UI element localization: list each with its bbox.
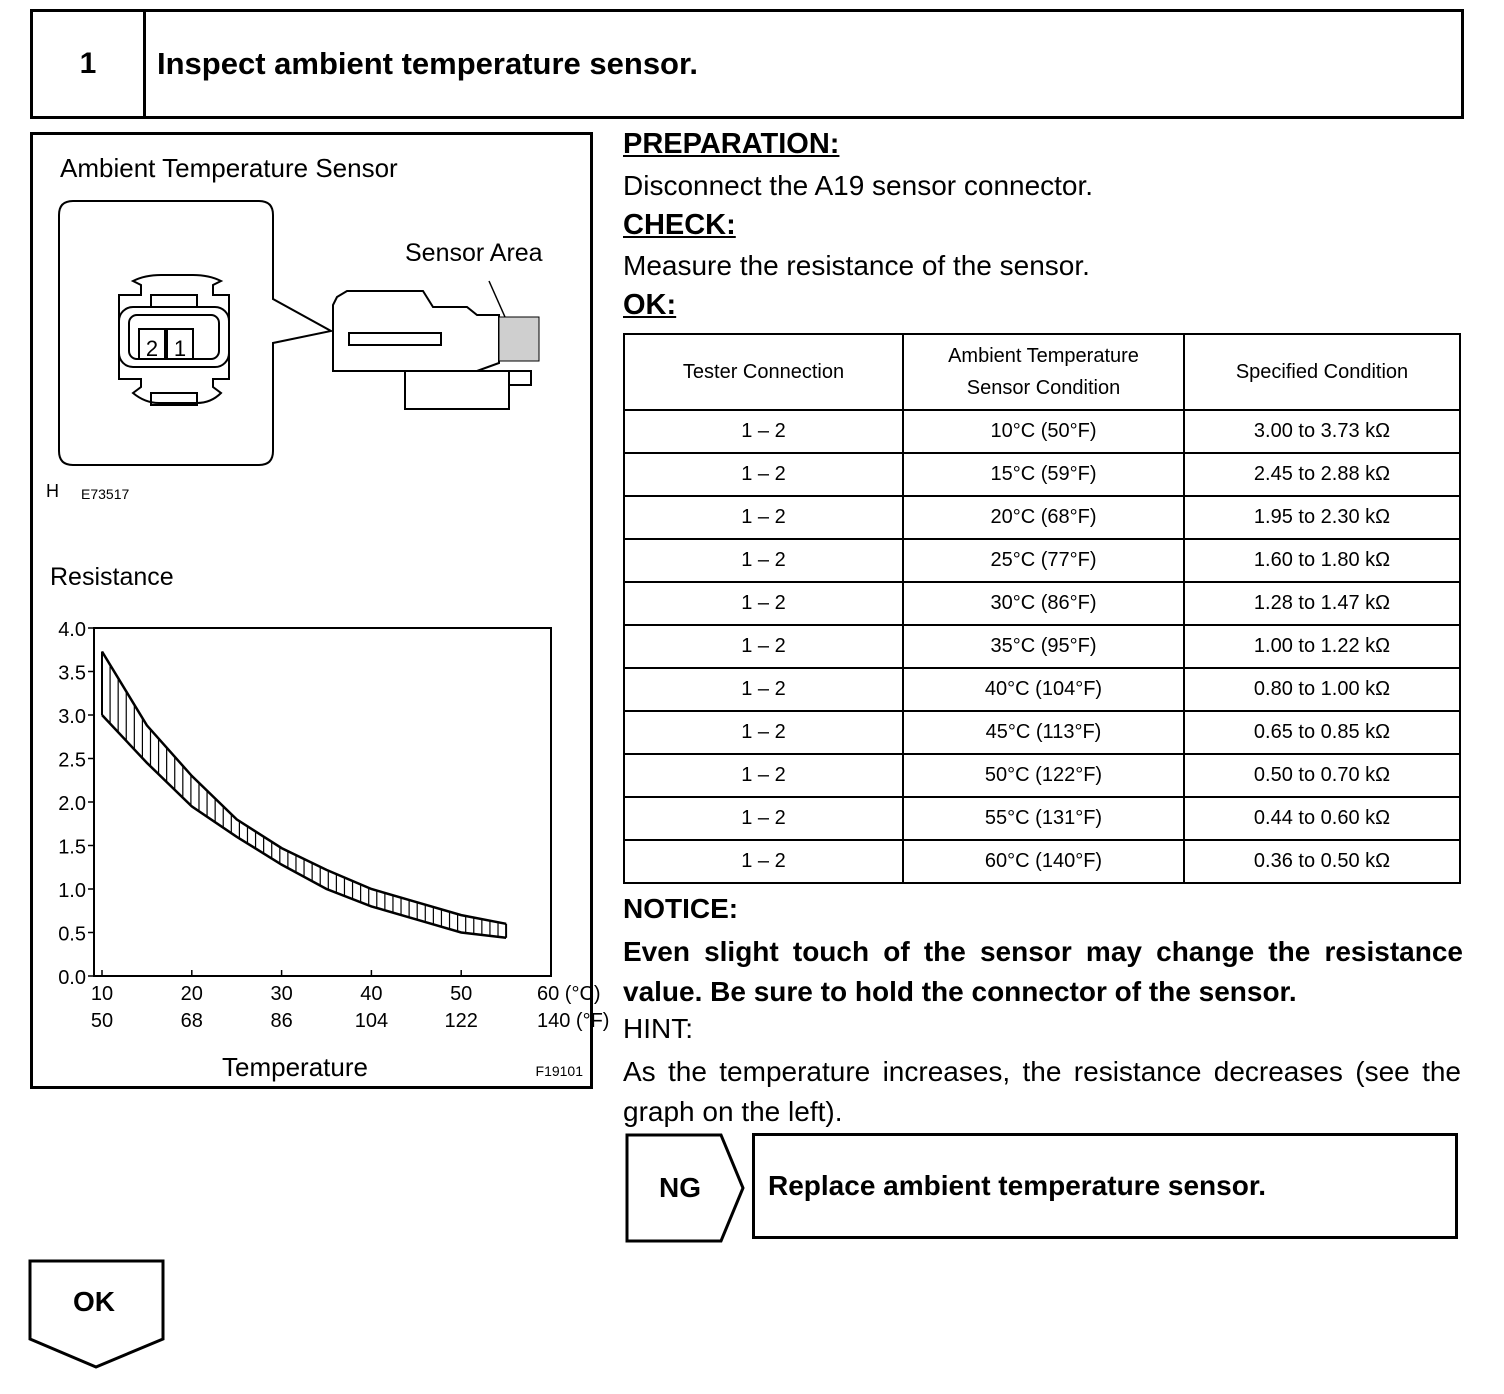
ok-branch: [28, 1259, 166, 1371]
y-tick-label: 3.0: [58, 706, 86, 728]
y-tick-label: 4.0: [58, 619, 86, 641]
chart-marks: [58, 619, 609, 1032]
hint-text: As the temperature increases, the resistance decreases (see the graph on the left).: [623, 1056, 1461, 1127]
table-row: [624, 496, 1460, 539]
table-row: [624, 453, 1460, 496]
cell-sensor-condition: 50°C (122°F): [903, 754, 1184, 797]
step-title: Inspect ambient temperature sensor.: [157, 46, 698, 81]
cell-specified-condition: 0.36 to 0.50 kΩ: [1184, 840, 1460, 883]
hint-label: HINT:: [623, 1013, 693, 1044]
cell-specified-condition: 0.65 to 0.85 kΩ: [1184, 711, 1460, 754]
cell-tester-connection: 1 – 2: [624, 754, 903, 797]
cell-specified-condition: 1.00 to 1.22 kΩ: [1184, 625, 1460, 668]
y-tick-label: 0.0: [58, 967, 86, 989]
connector-figure-code: E73517: [81, 486, 130, 502]
cell-sensor-condition: 60°C (140°F): [903, 840, 1184, 883]
x-tick-label-fahrenheit: 122: [444, 1010, 478, 1032]
pin-label-2: 2: [145, 336, 159, 361]
ok-criteria-label: OK:: [623, 289, 677, 321]
table-body: [624, 410, 1460, 883]
notice-label: NOTICE:: [623, 893, 739, 924]
cell-tester-connection: 1 – 2: [624, 582, 903, 625]
preparation-label: PREPARATION:: [623, 128, 840, 160]
x-tick-label-fahrenheit: 86: [270, 1010, 293, 1032]
cell-tester-connection: 1 – 2: [624, 840, 903, 883]
figure-panel: [30, 132, 610, 1089]
x-axis-label: Temperature: [222, 1052, 368, 1082]
cell-sensor-condition: 15°C (59°F): [903, 453, 1184, 496]
x-tick-label-celsius: 10: [90, 983, 114, 1005]
x-tick-label-celsius: 30: [270, 983, 293, 1005]
step-number: 1: [33, 12, 146, 116]
chart-title: Resistance: [50, 563, 174, 591]
ng-branch: [625, 1133, 745, 1243]
cell-tester-connection: 1 – 2: [624, 797, 903, 840]
cell-specified-condition: 0.80 to 1.00 kΩ: [1184, 668, 1460, 711]
ng-action-text: Replace ambient temperature sensor.: [768, 1170, 1266, 1201]
cell-sensor-condition: 25°C (77°F): [903, 539, 1184, 582]
resistance-chart: [50, 563, 609, 1082]
x-tick-label-fahrenheit: 68: [180, 1010, 203, 1032]
table-header-row: [624, 334, 1460, 410]
x-tick-label-celsius: 60 (°C): [537, 983, 601, 1005]
specification-table: [623, 333, 1461, 884]
ng-label: NG: [659, 1172, 701, 1203]
pin-label-1: 1: [173, 336, 187, 361]
table-row: [624, 625, 1460, 668]
table-row: [624, 797, 1460, 840]
y-tick-label: 1.0: [58, 880, 86, 902]
cell-sensor-condition: 10°C (50°F): [903, 410, 1184, 453]
cell-specified-condition: 0.50 to 0.70 kΩ: [1184, 754, 1460, 797]
x-tick-label-celsius: 50: [450, 983, 473, 1005]
sensor-side-view: [333, 281, 539, 409]
cell-sensor-condition: 40°C (104°F): [903, 668, 1184, 711]
ng-arrow-shape: [625, 1133, 745, 1243]
table-row: [624, 711, 1460, 754]
cell-sensor-condition: 35°C (95°F): [903, 625, 1184, 668]
cell-sensor-condition: 45°C (113°F): [903, 711, 1184, 754]
header-tester-connection: Tester Connection: [624, 334, 903, 410]
figure-code-prefix: H: [46, 481, 59, 501]
cell-tester-connection: 1 – 2: [624, 625, 903, 668]
cell-specified-condition: 2.45 to 2.88 kΩ: [1184, 453, 1460, 496]
cell-tester-connection: 1 – 2: [624, 539, 903, 582]
graph-figure-code: F19101: [535, 1063, 583, 1079]
table-row: [624, 539, 1460, 582]
cell-tester-connection: 1 – 2: [624, 711, 903, 754]
check-label: CHECK:: [623, 209, 736, 241]
table-row: [624, 840, 1460, 883]
cell-tester-connection: 1 – 2: [624, 496, 903, 539]
connector-illustration: [46, 201, 543, 502]
cell-sensor-condition: 55°C (131°F): [903, 797, 1184, 840]
cell-tester-connection: 1 – 2: [624, 453, 903, 496]
x-tick-label-fahrenheit: 50: [90, 1010, 114, 1032]
table-row: [624, 582, 1460, 625]
y-tick-label: 3.5: [58, 662, 86, 685]
lower-limit-curve: [102, 715, 506, 938]
cell-specified-condition: 3.00 to 3.73 kΩ: [1184, 410, 1460, 453]
preparation-text: Disconnect the A19 sensor connector.: [623, 170, 1094, 201]
cell-tester-connection: 1 – 2: [624, 410, 903, 453]
x-tick-label-fahrenheit: 140 (°F): [537, 1010, 610, 1032]
x-tick-label-fahrenheit: 104: [354, 1010, 389, 1032]
y-tick-label: 1.5: [58, 836, 86, 859]
x-tick-label-celsius: 20: [180, 983, 203, 1005]
table-row: [624, 754, 1460, 797]
header-sensor-condition: Ambient Temperature Sensor Condition: [903, 334, 1184, 410]
ng-action-box: [752, 1133, 1458, 1239]
connector-title: Ambient Temperature Sensor: [60, 153, 398, 183]
ok-arrow-shape: [28, 1259, 166, 1371]
step-header: [30, 9, 1464, 119]
cell-specified-condition: 1.28 to 1.47 kΩ: [1184, 582, 1460, 625]
cell-specified-condition: 1.95 to 2.30 kΩ: [1184, 496, 1460, 539]
table-row: [624, 668, 1460, 711]
y-tick-label: 2.5: [58, 749, 86, 772]
cell-specified-condition: 1.60 to 1.80 kΩ: [1184, 539, 1460, 582]
figure-canvas: [33, 135, 610, 1086]
upper-limit-curve: [102, 651, 506, 923]
y-tick-label: 0.5: [58, 923, 86, 946]
notice-text: Even slight touch of the sensor may change the resistance value. Be sure to hold the connector of the sensor.: [623, 936, 1463, 1007]
check-text: Measure the resistance of the sensor.: [623, 250, 1090, 281]
header-specified-condition: Specified Condition: [1184, 334, 1460, 410]
table-row: [624, 410, 1460, 453]
x-tick-label-celsius: 40: [360, 983, 383, 1005]
cell-tester-connection: 1 – 2: [624, 668, 903, 711]
sensor-area-label: Sensor Area: [405, 239, 543, 267]
cell-sensor-condition: 20°C (68°F): [903, 496, 1184, 539]
y-tick-label: 2.0: [58, 793, 86, 815]
cell-specified-condition: 0.44 to 0.60 kΩ: [1184, 797, 1460, 840]
cell-sensor-condition: 30°C (86°F): [903, 582, 1184, 625]
ok-label: OK: [73, 1286, 115, 1317]
